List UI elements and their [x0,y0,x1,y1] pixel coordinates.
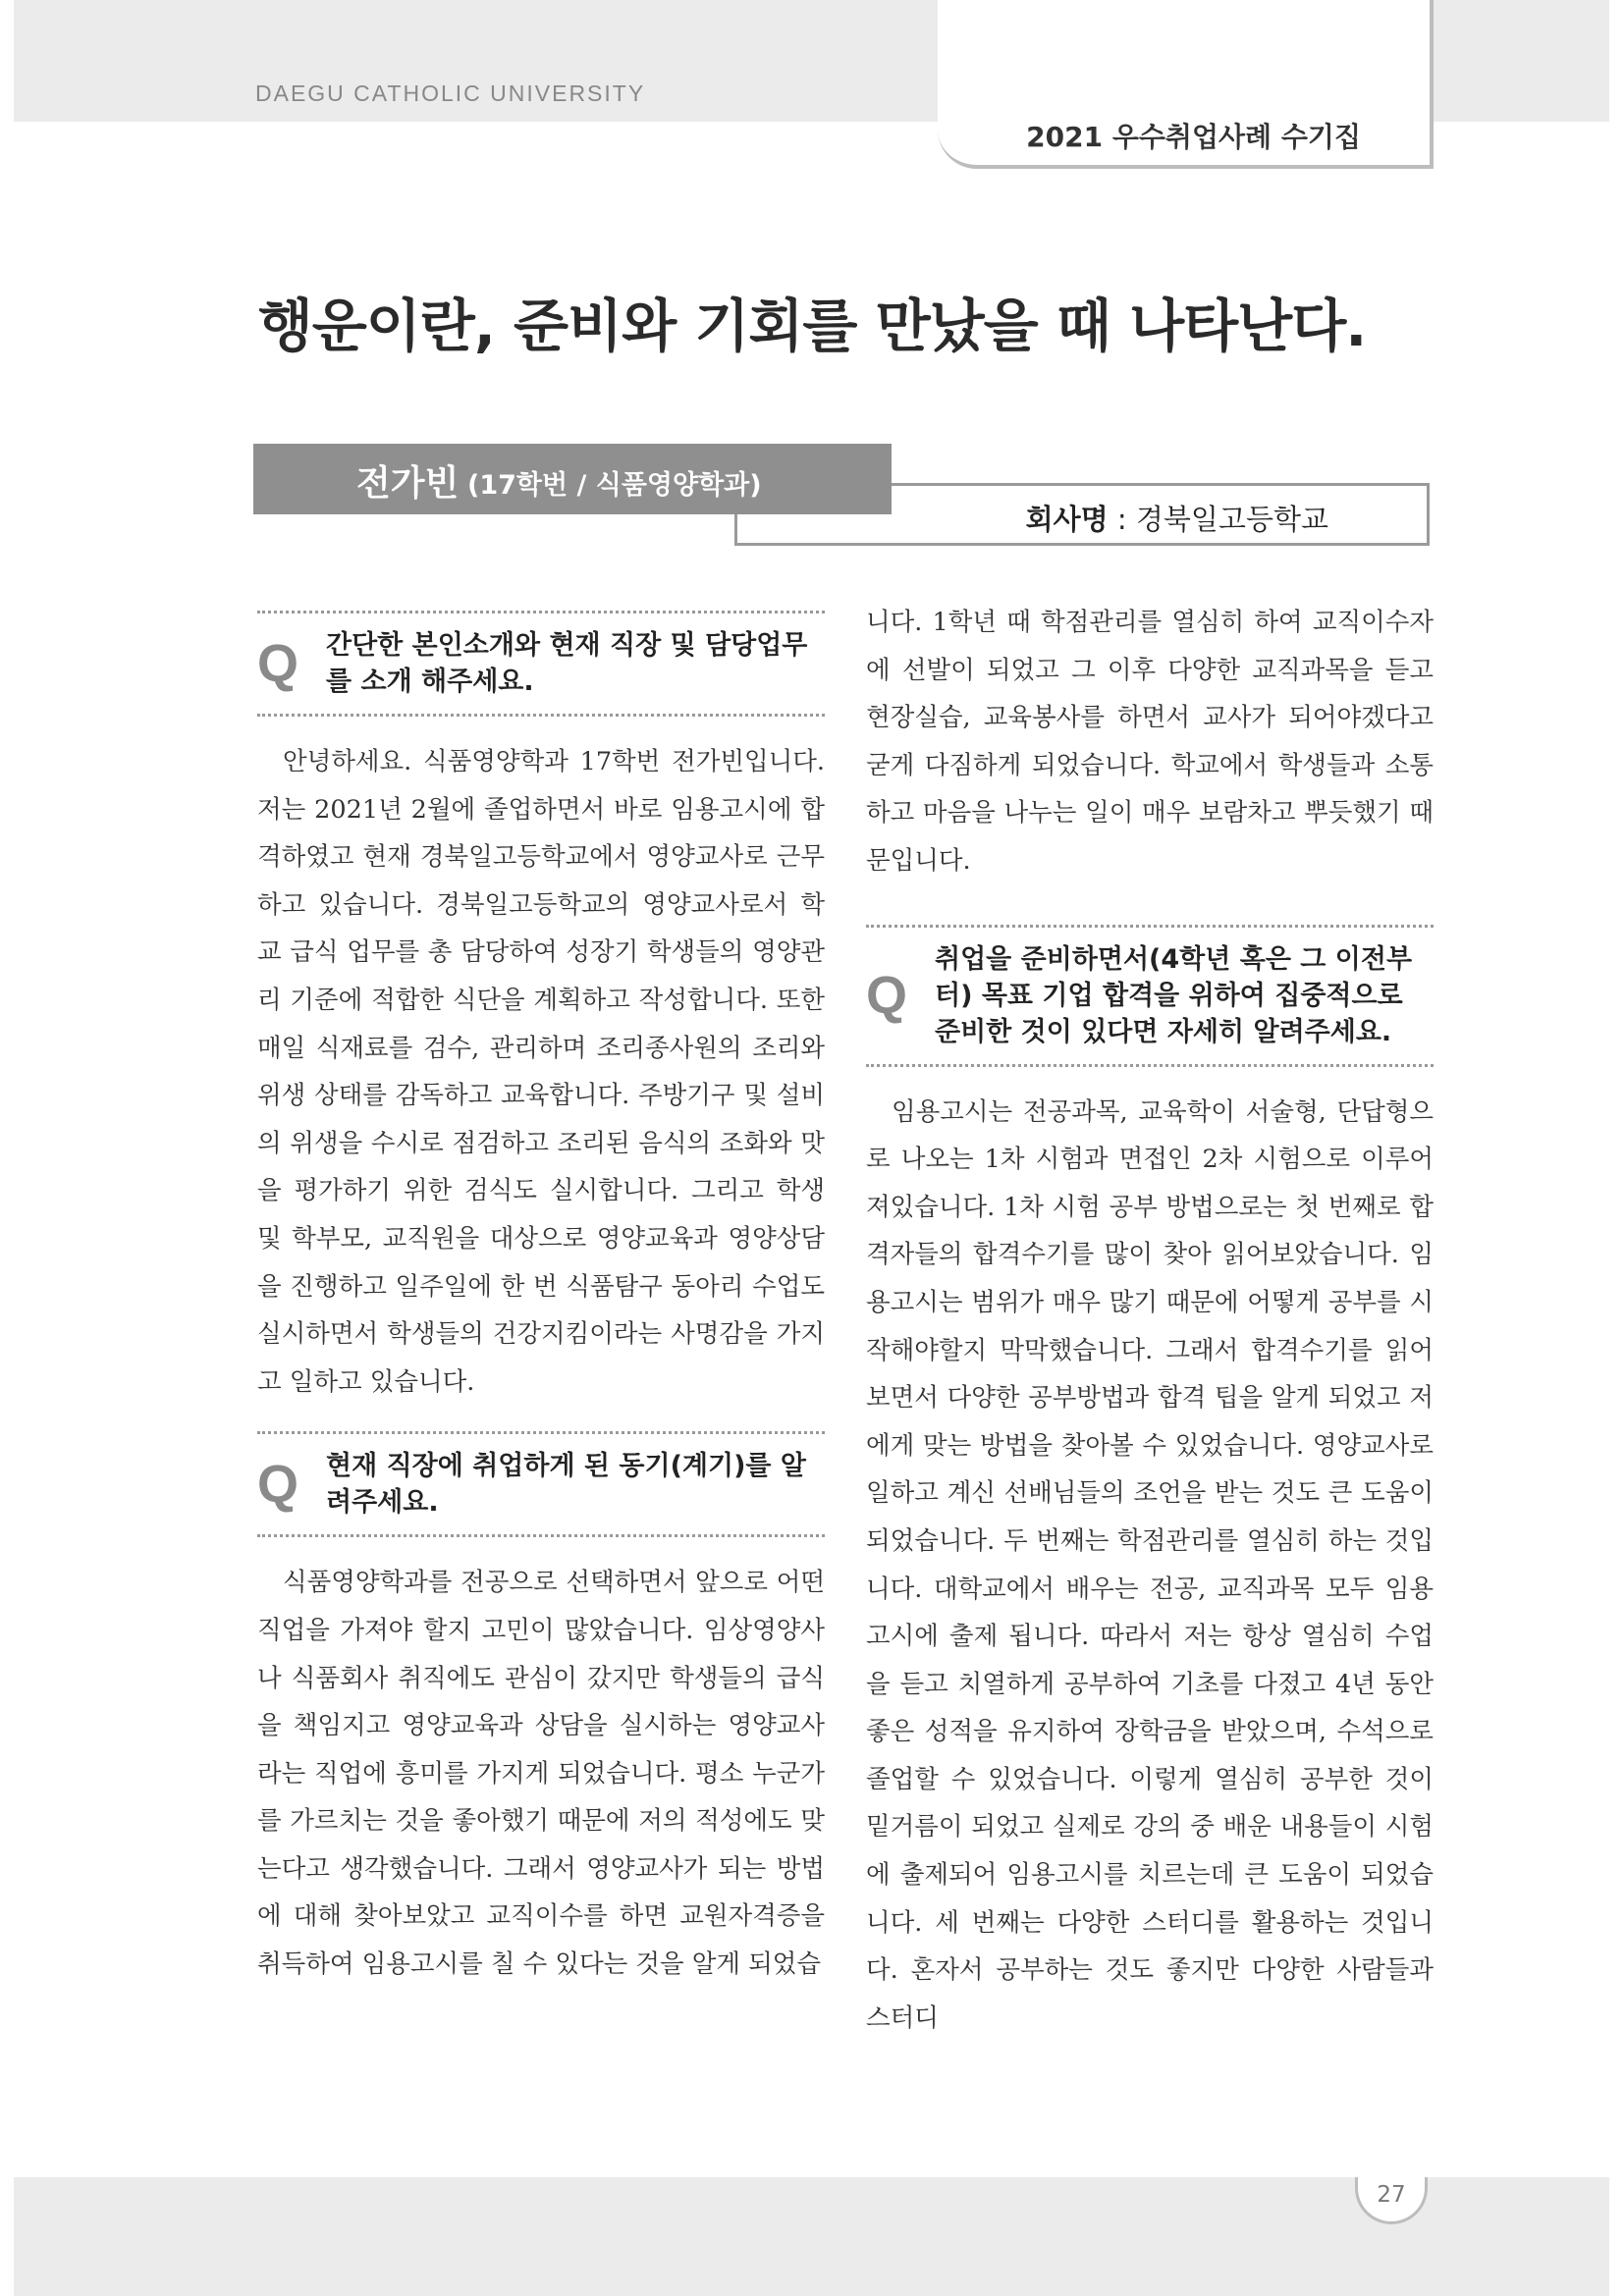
answer-1: 안녕하세요. 식품영양학과 17학번 전가빈입니다. 저는 2021년 2월에 졸업하면서 바로 임용고시에 합격하였고 현재 경북일고등학교에서 영양교사로 근무하고 있습니다. 경북일고등학교의 영양교사로서 학교 급식 업무를 총 담당하여 성장기 학생들의 영양관리 기준에 적합한 식단을 계획하고 작성합니다. 또한 매일 식재료를 검수, 관리하며 조리종사원의 조리와 위생 상태를 감독하고 교육합니다. 주방기구 및 설비의 위생을 수시로 점검하고 조리된 음식의 조화와 맛을 평가하기 위한 검식도 실시합니다. 그리고 학생 및 학부모, 교직원을 대상으로 영양교육과 영양상담을 진행하고 일주일에 한 번 식품탐구 동아리 수업도 실시하면서 학생들의 건강지킴이라는 사명감을 가지고 일하고 있습니다. [257,747,825,1397]
left-column [257,611,825,1989]
right-column [866,599,1434,2042]
question-3 [866,925,1434,1067]
question-1-text: 간단한 본인소개와 현재 직장 및 담당업무를 소개 해주세요. [326,630,808,697]
question-mark-q: Q [866,966,908,1026]
question-2-text: 현재 직장에 취업하게 된 동기(계기)를 알려주세요. [326,1451,806,1519]
answer-3: 임용고시는 전공과목, 교육학이 서술형, 단답형으로 나오는 1차 시험과 면접인 2차 시험으로 이루어져있습니다. 1차 시험 공부 방법으로는 첫 번째로 합격자들의 합격수기를 많이 찾아 읽어보았습니다. 임용고시는 범위가 매우 많기 때문에 어떻게 공부를 시작해야할지 막막했습니다. 그래서 합격수기를 읽어보면서 다양한 공부방법과 합격 팁을 알게 되었고 저에게 맞는 방법을 찾아볼 수 있었습니다. 영양교사로 일하고 계신 선배님들의 조언을 받는 것도 큰 도움이 되었습니다. 두 번째는 학점관리를 열심히 하는 것입니다. 대학교에서 배우는 전공, 교직과목 모두 임용고시에 출제 됩니다. 따라서 저는 항상 열심히 수업을 듣고 치열하게 공부하여 기초를 다졌고 4년 동안 좋은 성적을 유지하여 장학금을 받았으며, 수석으로 졸업할 수 있었습니다. 이렇게 열심히 공부한 것이 밑거름이 되었고 실제로 강의 중 배운 내용들이 시험에 출제되어 임용고시를 치르는데 큰 도움이 되었습니다. 세 번째는 다양한 스터디를 활용하는 것입니다. 혼자서 공부하는 것도 좋지만 다양한 사람들과 스터디 [866,1096,1434,2033]
header-tab [938,0,1434,169]
answer-2-continued: 니다. 1학년 때 학점관리를 열심히 하여 교직이수자에 선발이 되었고 그 이후 다양한 교직과목을 듣고 현장실습, 교육봉사를 하면서 교사가 되어야겠다고 굳게 다짐하게 되었습니다. 학교에서 학생들과 소통하고 마음을 나누는 일이 매우 보람차고 뿌듯했기 때문입니다. [866,608,1434,876]
company-name: 경북일고등학교 [1135,503,1328,536]
question-1 [257,611,825,717]
question-mark-q: Q [257,634,299,693]
company-label: 회사명 : 경북일고등학교 [1025,503,1328,536]
author-bar [253,444,892,514]
page-title: 행운이란, 준비와 기회를 만났을 때 나타난다. [257,293,1367,359]
answer-2: 식품영양학과를 전공으로 선택하면서 앞으로 어떤 직업을 가져야 할지 고민이 많았습니다. 임상영양사나 식품회사 취직에도 관심이 갔지만 학생들의 급식을 책임지고 영양교육과 상담을 실시하는 영양교사라는 직업에 흥미를 가지게 되었습니다. 평소 누군가를 가르치는 것을 좋아했기 때문에 저의 적성에도 맞는다고 생각했습니다. 그래서 영양교사가 되는 방법에 대해 찾아보았고 교직이수를 하면 교원자격증을 취득하여 임용고시를 칠 수 있다는 것을 알게 되었습 [257,1568,825,1980]
question-2 [257,1431,825,1537]
page-number: 27 [1355,2177,1428,2224]
question-3-text: 취업을 준비하면서(4학년 혹은 그 이전부터) 목표 기업 합격을 위하여 집중적으로 준비한 것이 있다면 자세히 알려주세요. [935,943,1413,1047]
author-detail: (17학번 / 식품영양학과) [467,470,762,501]
author-name: 전가빈 [356,463,460,504]
question-mark-q: Q [257,1455,299,1515]
book-title: 2021 우수취업사례 수기집 [1026,121,1361,153]
university-name: DAEGU CATHOLIC UNIVERSITY [255,80,646,106]
